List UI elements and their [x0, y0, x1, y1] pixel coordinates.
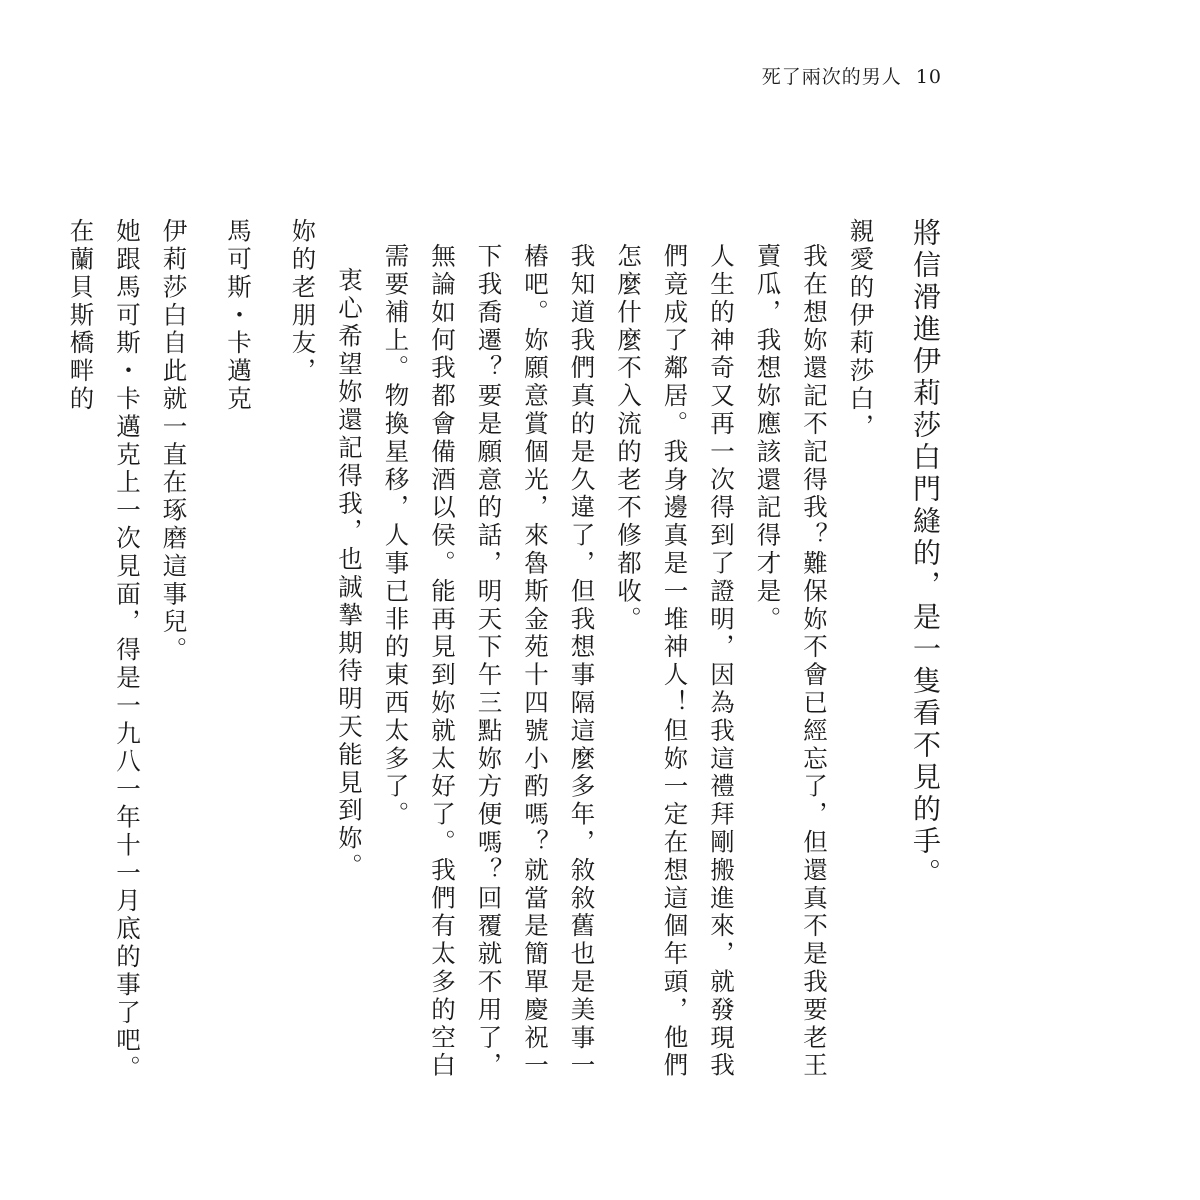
narrative-paragraph-2: 她跟馬可斯・卡邁克上一次見面，得是一九八一年十一月底的事了吧。在蘭貝斯橋畔的	[66, 218, 142, 1083]
letter-paragraph-4: 衷心希望妳還記得我，也誠摯期待明天能見到妳。	[335, 267, 364, 881]
page-number: 10	[915, 66, 942, 88]
letter-signature: 馬可斯・卡邁克	[224, 218, 253, 414]
letter-paragraph-2: 人生的神奇又再一次得到了證明，因為我這禮拜剛搬進來，就發現我們竟成了鄰居。我身邊真是一堆神人！但妳一定在想這個年頭，他們怎麼什麼不入流的老不修都收。	[614, 242, 736, 1080]
running-head	[762, 62, 942, 89]
letter-paragraph-1: 我在想妳還記不記得我？難保妳不會已經忘了，但還真不是我要老王賣瓜，我想妳應該還記得才是。	[753, 242, 829, 1080]
letter-paragraph-3: 我知道我們真的是久違了，但我想事隔這麼多年，敘敘舊也是美事一樁吧。妳願意賞個光，來魯斯金苑十四號小酌嗎？就當是簡單慶祝一下我喬遷？要是願意的話，明天下午三點妳方便嗎？回覆就不用了，無論如何我都會備酒以侯。能再見到妳就太好了。我們有太多的空白需要補上。物換星移，人事已非的東西太多了。	[381, 242, 597, 1080]
opening-sentence: 將信滑進伊莉莎白門縫的，是一隻看不見的手。	[909, 218, 942, 890]
vertical-body-text	[57, 218, 948, 1098]
book-title: 死了兩次的男人	[761, 66, 902, 88]
letter-closing: 妳的老朋友，	[288, 218, 318, 386]
letter-salutation: 親愛的伊莉莎白，	[846, 218, 876, 442]
narrative-paragraph-1: 伊莉莎白自此就一直在琢磨這事兒。	[159, 218, 189, 665]
